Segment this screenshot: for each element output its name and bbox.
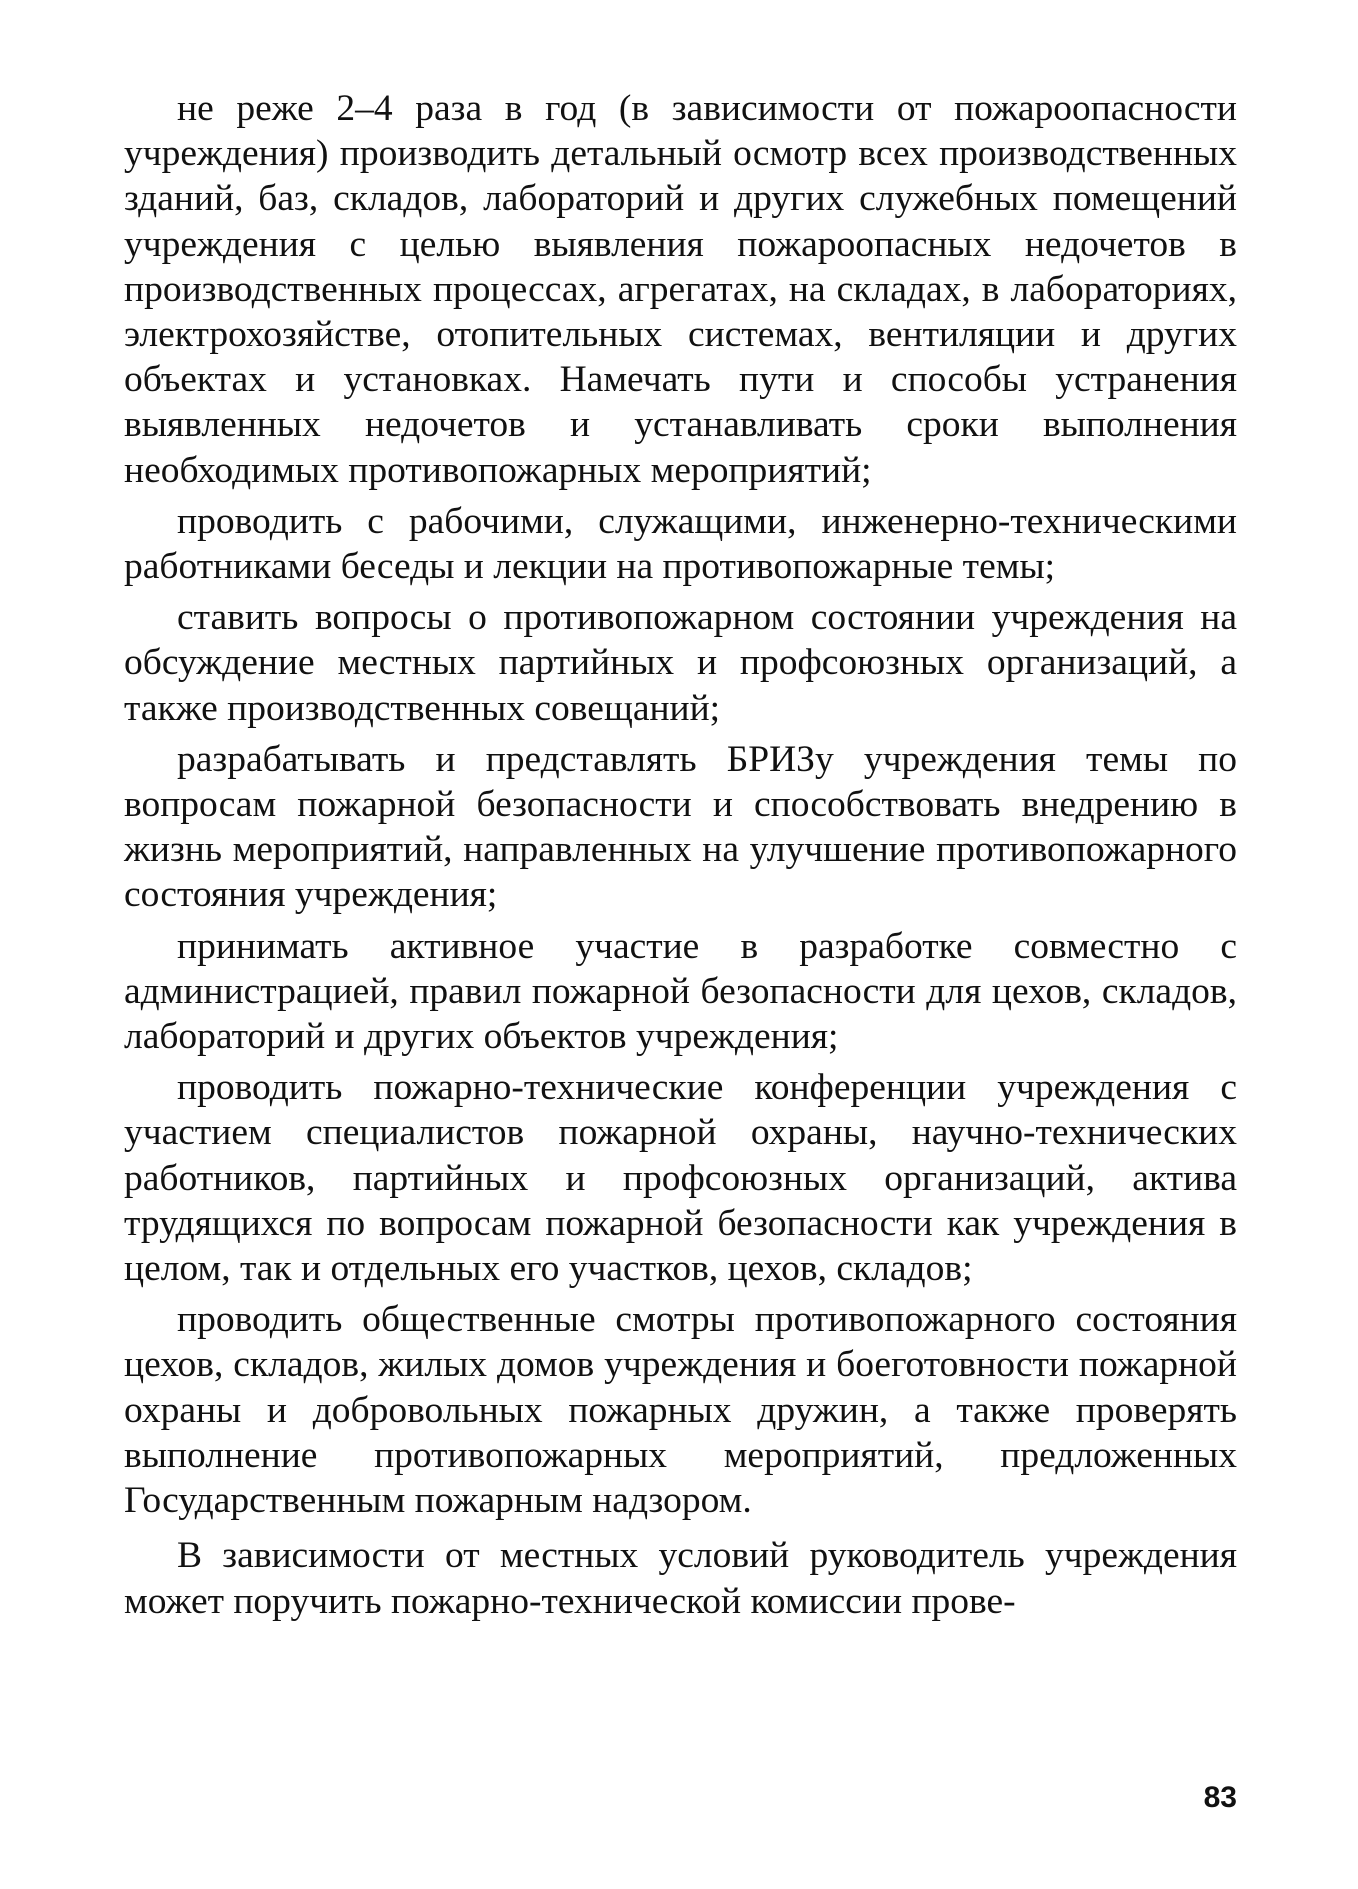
page-number: 83 (1203, 1781, 1237, 1814)
paragraph-inspection: не реже 2–4 раза в год (в зависимости от пожароопасности учреждения) производить детальный осмотр всех производственных зданий, баз, складов, лабораторий и других служебных помещений учреждения с целью выявления пожароопасных недочетов в производственных процессах, агрегатах, на складах, в лабораториях, электрохозяйстве, отопительных системах, вентиляции и других объектах и установках. Намечать пути и способы устранения выявленных недочетов и устанавливать сроки выполнения необходимых противопожарных мероприятий; (124, 88, 1237, 491)
paragraph-rules: принимать активное участие в разработке совместно с администрацией, правил пожарной безопасности для цехов, складов, лабораторий и других объектов учреждения; (124, 925, 1237, 1058)
paragraph-conferences: проводить пожарно-технические конференции учреждения с участием специалистов пожарной охраны, научно-технических работников, партийных и профсоюзных организаций, актива трудящихся по вопросам пожарной безопасности как учреждения в целом, так и отдельных его участков, цехов, складов; (124, 1067, 1237, 1290)
paragraph-discussion: ставить вопросы о противопожарном состоянии учреждения на обсуждение местных партийных и профсоюзных организаций, а также производственных совещаний; (124, 597, 1237, 729)
paragraph-reviews: проводить общественные смотры противопожарного состояния цехов, складов, жилых домов учреждения и боеготовности пожарной охраны и добровольных пожарных дружин, а также проверять выполнение противопожарных мероприятий, предложенных Государственным пожарным надзором. (124, 1299, 1237, 1522)
body-text (124, 86, 1237, 1624)
paragraph-briz: разрабатывать и представлять БРИЗу учреждения темы по вопросам пожарной безопасности и способствовать внедрению в жизнь мероприятий, направленных на улучшение противопожарного состояния учреждения; (124, 738, 1237, 916)
paragraph-local-conditions: В зависимости от местных условий руководитель учреждения может поручить пожарно-технической комиссии прове- (124, 1535, 1237, 1622)
paragraph-lectures: проводить с рабочими, служащими, инженерно-техническими работниками беседы и лекции на противопожарные темы; (124, 500, 1237, 588)
